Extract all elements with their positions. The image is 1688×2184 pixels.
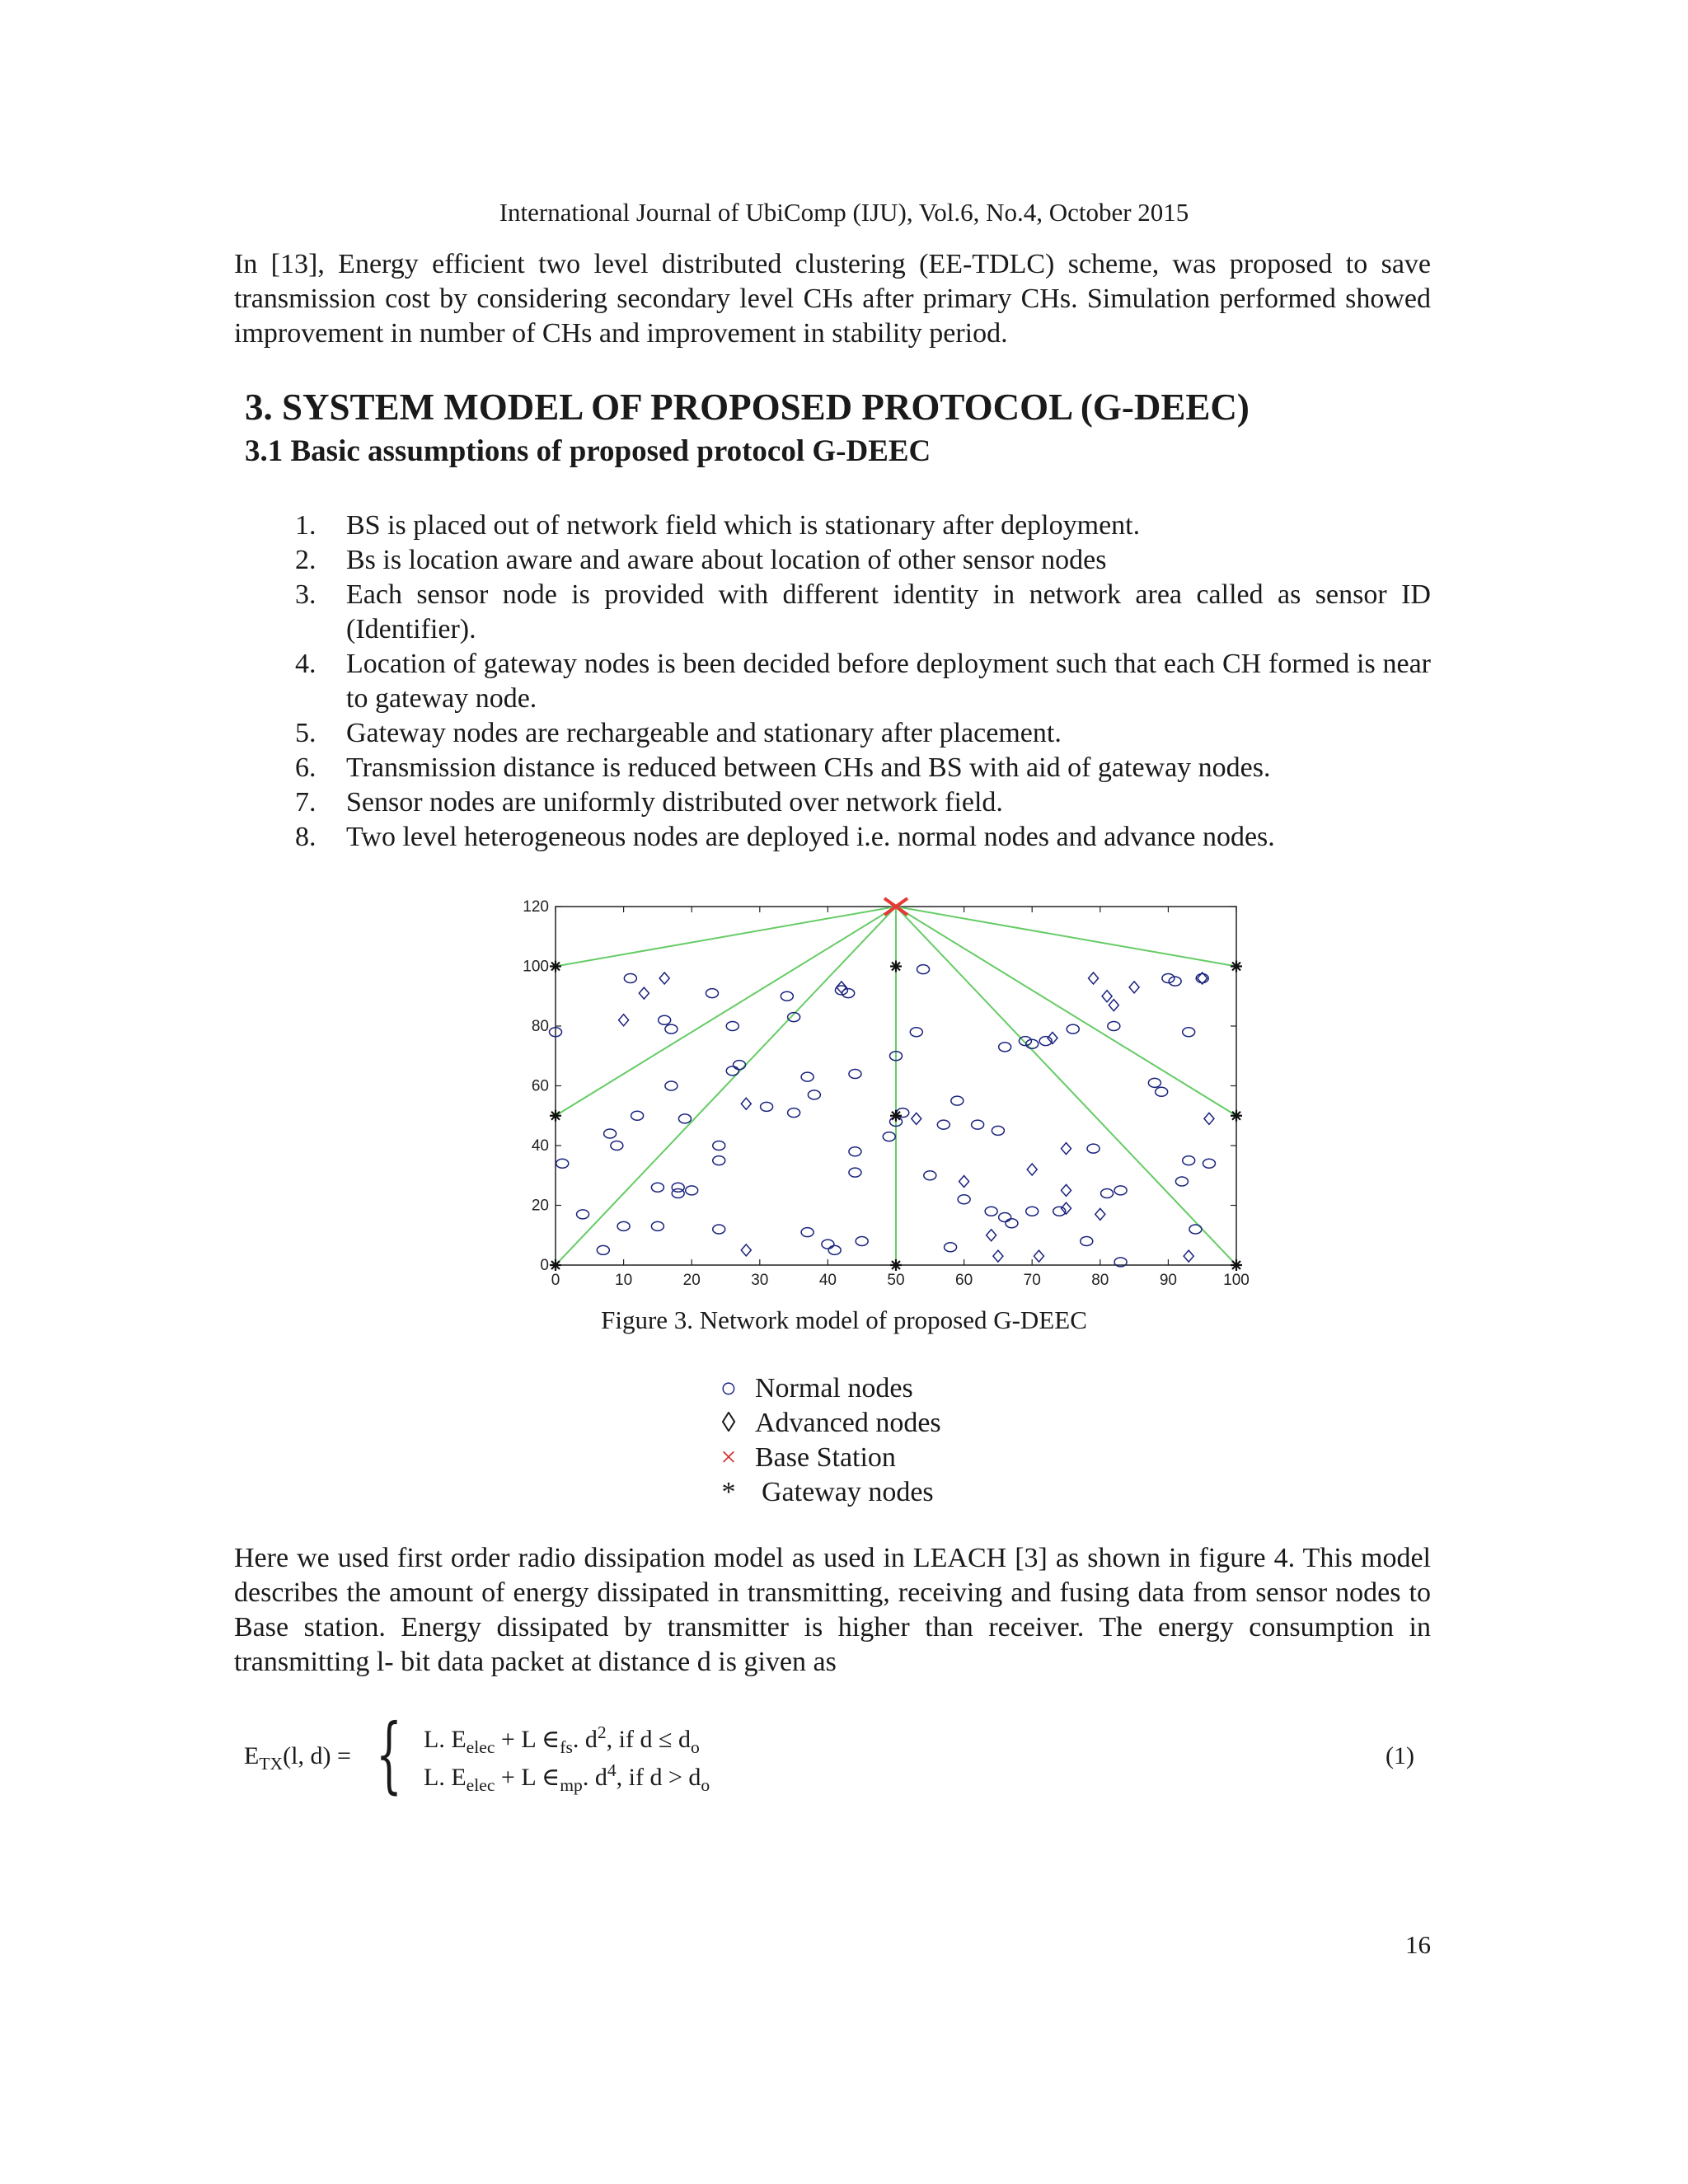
- x-tick-label: 40: [818, 1272, 837, 1289]
- y-tick-label: 120: [523, 898, 549, 916]
- y-tick-label: 100: [523, 958, 549, 976]
- figure-caption: Figure 3. Network model of proposed G-DEEC: [601, 1305, 1087, 1334]
- circle-icon: ○: [720, 1373, 738, 1404]
- gateway-node: [550, 961, 561, 972]
- asterisk-icon: *: [721, 1477, 736, 1507]
- x-tick-label: 10: [615, 1272, 633, 1289]
- gateway-node: [890, 1110, 902, 1122]
- y-tick-label: 0: [540, 1257, 549, 1274]
- section-title: 3. SYSTEM MODEL OF PROPOSED PROTOCOL (G-DEEC): [245, 387, 1250, 428]
- gateway-node: [890, 1259, 902, 1271]
- x-tick-label: 90: [1159, 1272, 1177, 1289]
- x-tick-label: 70: [1023, 1272, 1041, 1289]
- y-tick-label: 80: [531, 1018, 549, 1035]
- x-tick-label: 100: [1223, 1272, 1250, 1289]
- y-tick-label: 40: [531, 1137, 549, 1155]
- equation-1: [244, 1706, 1431, 1805]
- equation-case-2: L. $E_{elec} + L$ $\in_{mp}$. $d^4$, if $d > d_o$: [424, 1760, 710, 1795]
- x-tick-label: 0: [551, 1272, 560, 1289]
- cross-icon: ×: [720, 1442, 737, 1473]
- list-item: 5. Gateway nodes are rechargeable and stationary after placement.: [295, 718, 1062, 748]
- equation-number: (1): [1386, 1742, 1414, 1769]
- x-tick-label: 50: [887, 1272, 905, 1289]
- intro-paragraph: In [13], Energy efficient two level distributed clustering (EE-TDLC) scheme, was proposed to save transmission cost by considering secondary level CHs after primary CHs. Simulation performed showed improvement in number of CHs and improvement in stability period.: [234, 249, 1431, 349]
- list-item: 2. Bs is location aware and aware about location of other sensor nodes: [295, 545, 1107, 575]
- subsection-title: 3.1 Basic assumptions of proposed protocol G-DEEC: [245, 434, 931, 468]
- gateway-node: [1231, 1259, 1242, 1271]
- gateway-node: [1231, 961, 1242, 972]
- x-tick-label: 20: [682, 1272, 701, 1289]
- equation-case-1: L. $E_{elec} + L$ $\in_{fs}$. $d^2$, if $d \le d_o$: [424, 1722, 700, 1757]
- list-item: 8. Two level heterogeneous nodes are deployed i.e. normal nodes and advance nodes.: [295, 822, 1275, 852]
- assumptions-list: [280, 509, 1431, 855]
- y-tick-label: 60: [531, 1077, 549, 1095]
- gateway-node: [550, 1259, 561, 1271]
- page-number: 16: [1405, 1930, 1431, 1959]
- list-item: 7. Sensor nodes are uniformly distributed over network field.: [295, 787, 1003, 818]
- diamond-icon: ◊: [721, 1408, 736, 1438]
- y-tick-label: 20: [531, 1197, 549, 1215]
- x-tick-label: 80: [1091, 1272, 1109, 1289]
- list-item: 1. BS is placed out of network field which is stationary after deployment.: [295, 510, 1141, 541]
- equation-lhs: $E_{TX}(l$, d) =: [244, 1742, 351, 1774]
- list-item: 3. Each sensor node is provided with different identity in network area called as sensor ID (Identifier).: [295, 579, 1431, 644]
- gateway-node: [550, 1110, 561, 1122]
- list-item: 4. Location of gateway nodes is been decided before deployment such that each CH formed is near to gateway node.: [295, 649, 1431, 714]
- body-paragraph: Here we used first order radio dissipation model as used in LEACH [3] as shown in figure 4. This model describes the amount of energy dissipated in transmitting, receiving and fusing data from sensor nodes to Base station. Energy dissipated by transmitter is higher than receiver. The energy consumption in transmitting l- bit data packet at distance d is given as: [234, 1543, 1431, 1677]
- x-tick-label: 30: [751, 1272, 769, 1289]
- journal-header: International Journal of UbiComp (IJU), Vol.6, No.4, October 2015: [499, 198, 1189, 227]
- network-model-chart: [503, 886, 1261, 1298]
- gateway-node: [890, 961, 902, 972]
- x-tick-label: 60: [955, 1272, 973, 1289]
- brace: {: [376, 1706, 402, 1802]
- list-item: 6. Transmission distance is reduced between CHs and BS with aid of gateway nodes.: [295, 752, 1271, 783]
- gateway-node: [1231, 1110, 1242, 1122]
